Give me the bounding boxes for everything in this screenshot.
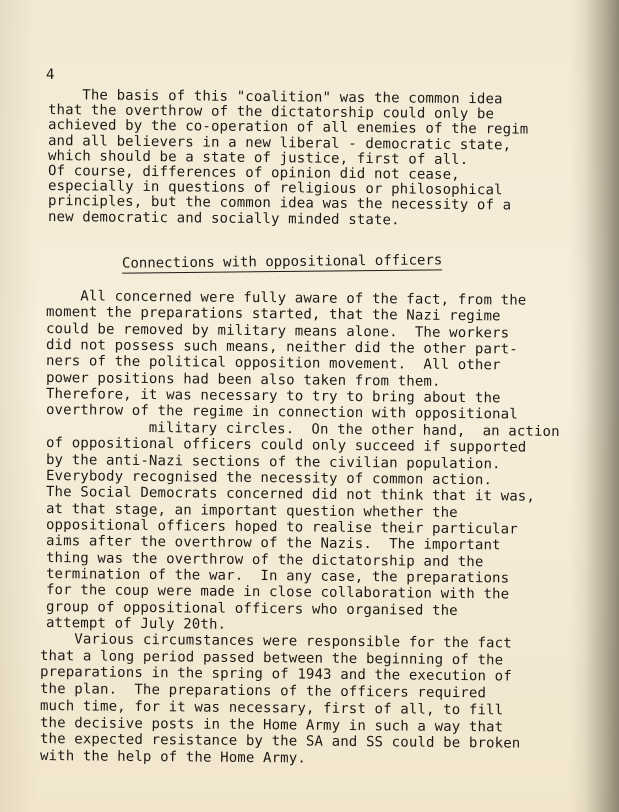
text-line: with the help of the Home Army.: [39, 747, 307, 767]
text-line: principles, but the common idea was the necessity of a: [47, 193, 512, 214]
text-line: by the anti-Nazi sections of the civilian population.: [45, 451, 501, 472]
text-line: ners of the political opposition movement. All other: [45, 353, 501, 374]
text-line: The basis of this "coalition" was the common idea: [47, 87, 503, 108]
page-number: 4: [46, 67, 55, 83]
text-line: oppositional officers hoped to realise their particular: [45, 516, 518, 538]
text-line: group of oppositional officers who organised the: [45, 598, 458, 619]
text-line: Various circumstances were responsible for the fact: [39, 631, 512, 652]
text-line: the expected resistance by the SA and SS could be broken: [39, 731, 521, 752]
text-line: did not possess such means, neither did the other part-: [45, 337, 518, 358]
page-edge-shadow: [585, 0, 619, 812]
text-line: that the overthrow of the dictatorship could only be: [47, 102, 495, 123]
text-line: which should be a state of justice, first of all.: [47, 147, 469, 168]
text-line: Of course, differences of opinion did not cease,: [47, 163, 460, 183]
text-line: Everybody recognised the necessity of common action.: [45, 467, 493, 489]
text-line: All concerned were fully aware of the fact, from the: [45, 288, 527, 309]
text-line: aims after the overthrow of the Nazis. The important: [45, 533, 501, 554]
text-line: termination of the war. In any case, the preparations: [45, 565, 510, 587]
text-line: much time, for it was necessary, first of all, to fill: [39, 697, 504, 719]
text-line: especially in questions of religious or philosophical: [47, 178, 503, 199]
text-line: and all believers in a new liberal - democratic state,: [47, 132, 512, 154]
text-line: new democratic and socially minded state.: [47, 208, 400, 228]
text-line: the decisive posts in the Home Army in such a way that: [39, 714, 504, 735]
text-line: military circles. On the other hand, an action: [45, 418, 560, 440]
text-line: Therefore, it was necessary to try to bring about the: [45, 386, 501, 407]
text-line: could be removed by military means alone. The workers: [45, 320, 510, 342]
text-line: moment the preparations started, that the Nazi regime: [45, 304, 501, 325]
text-line: power positions had been also taken from them.: [45, 369, 441, 390]
text-line: achieved by the co-operation of all enemies of the regim: [47, 117, 529, 139]
text-line: for the coup were made in close collaboration with the: [45, 582, 510, 603]
text-line: overthrow of the regime in connection with oppositional: [45, 402, 518, 423]
text-line: the plan. The preparations of the officers required: [39, 681, 487, 702]
text-line: thing was the overthrow of the dictatorship and the: [45, 549, 484, 570]
text-line: preparations in the spring of 1943 and the execution of: [39, 664, 512, 685]
text-line: that a long period passed between the beginning of the: [39, 647, 504, 669]
text-line: attempt of July 20th.: [45, 615, 227, 633]
text-line: of oppositional officers could only succeed if supported: [45, 435, 527, 456]
text-line: The Social Democrats concerned did not think that it was,: [45, 484, 536, 505]
text-line: at that stage, an important question whether the: [45, 500, 458, 521]
section-heading: Connections with oppositional officers: [121, 252, 443, 272]
